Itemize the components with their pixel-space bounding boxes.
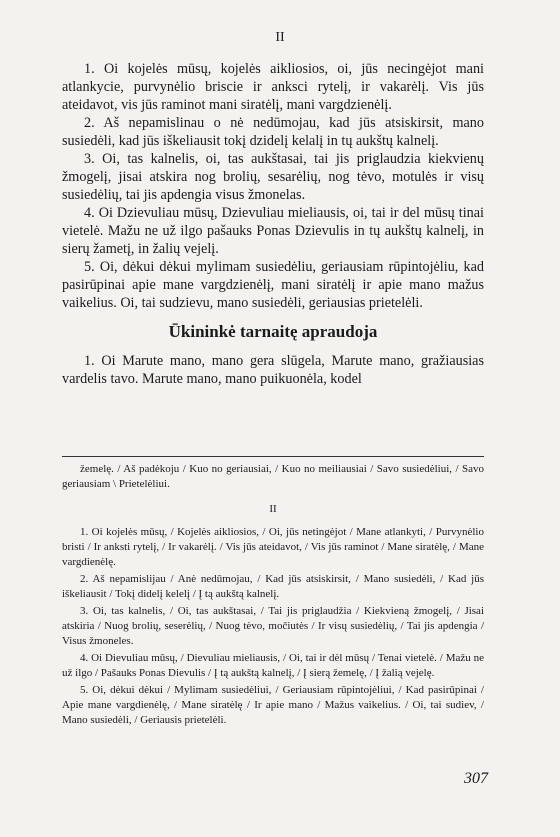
footnote-divider <box>62 456 484 457</box>
paragraph-1: 1. Oi kojelės mūsų, kojelės aikliosios, oi, jūs necingėjot mani atlankycie, purvynėlio briscie ir anksci rytelį, ir vakarėlį. Vis jūs ateidavot, vis jūs raminot mani siratėlį, mani vargdzienėlį. <box>62 61 484 113</box>
footnotes <box>62 462 484 730</box>
footnote-item-2: 2. Aš nepamislijau / Anė nedūmojau, / Kad jūs atsiskirsit, / Mano susiedėli, / Kad jūs iškeliausit / Tokį didelį kelelį / Į tą aukštą kalnelį. <box>62 573 484 600</box>
section-number: II <box>275 30 285 45</box>
footnote-item-5: 5. Oi, dėkui dėkui / Mylimam susiedėliui, / Geriausiam rūpintojėliui, / Kad pasirūpinai / Apie mane vargdienėlę, / Mane siratėlę / Ir apie mano / Mažus vaikelius. / Oi, tai sudiev, / Mano susiedėli, / Geriausis prietelėli. <box>62 684 484 726</box>
footnote-item-4: 4. Oi Dievuliau mūsų, / Dievuliau mieliausis, / Oi, tai ir dėl mūsų / Tenai vietelė. / Mažu ne už ilgo / Pašauks Ponas Dievulis / Į tą aukštą kalnelį, / Į sierą žemelę, / Į žalią vejelę. <box>62 652 484 679</box>
footnote-continuation: žemelę. / Aš padėkoju / Kuo no geriausiai, / Kuo no meiliausiai / Savo susiedėliui, / Savo geriausiam \ Prietelėliui. <box>62 463 484 490</box>
paragraph-4: 4. Oi Dzievuliau mūsų, Dzievuliau mieliausis, oi, tai ir del mūsų tinai vietelė. Mažu ne už ilgo pašauks Ponas Dzievulis in tų aukštų kalnelį, in sierų žametį, in žalių vejelį. <box>62 205 484 257</box>
paragraph-5: 5. Oi, dėkui dėkui mylimam susiedėliu, geriausiam rūpintojėliu, kad pasirūpinai apie mane vargdzienėlį, mani siratėlį ir apie mano mažus vaikelius. Oi, tai sudzievu, mano susiedėli, geriausias prietelėli. <box>62 259 484 311</box>
footnote-item-1: 1. Oi kojelės mūsų, / Kojelės aikliosios, / Oi, jūs netingėjot / Mane atlankyti, / Purvynėlio bristi / Ir anksti rytelį, / Ir vakarėlį. / Vis jūs ateidavot, / Vis jūs raminot / Mane siratėlę, / Mane vargdienėlę. <box>62 526 484 568</box>
footnote-item-3: 3. Oi, tas kalnelis, / Oi, tas aukštasai, / Tai jis priglaudžia / Kiekvieną žmogelį, / Jisai atskiria / Nuog brolių, seserėlių, / Nuog tėvo, močiutės / Ir visų susiedėlių, / Tai jis apdengia / Visus žmoneles. <box>62 605 484 647</box>
section-heading: Ūkininkė tarnaitę apraudoja <box>168 322 378 341</box>
paragraph-3: 3. Oi, tas kalnelis, oi, tas aukštasai, tai jis priglaudzia kiekvienų žmogelį, jisai atskira nog brolių, sesarėlių, nog tėvo, motulės ir visų susiedėlių, tai jis apdengia visus žmonelas. <box>62 151 484 203</box>
page-number: 307 <box>464 770 488 787</box>
paragraph-2: 2. Aš nepamislinau o nė nedūmojau, kad jūs atsiskirsit, mano susiedėli, kad jūs iškeliausit tokį dzidelį kelalį in tų aukštų kalnelį. <box>62 115 484 149</box>
footnote-section-number: II <box>269 503 277 515</box>
main-text <box>62 60 484 388</box>
paragraph-after-heading: 1. Oi Marute mano, mano gera slūgela, Marute mano, gražiausias vardelis tavo. Marute mano, mano puikuonėla, kodel <box>62 353 484 387</box>
